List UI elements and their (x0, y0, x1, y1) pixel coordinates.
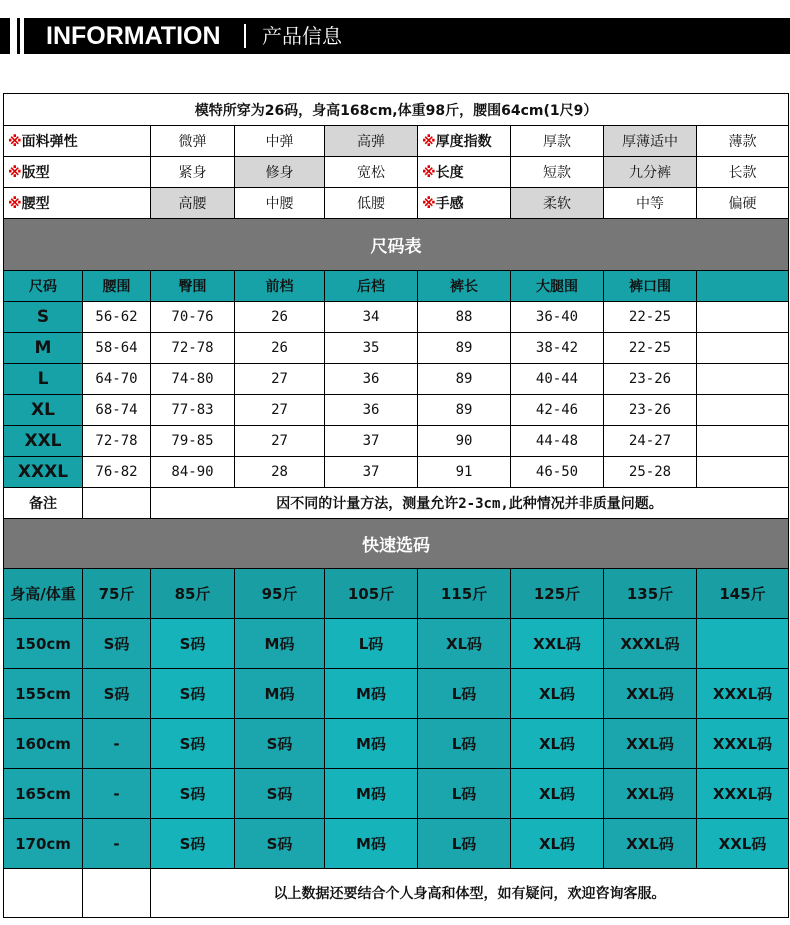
quick-corner: 身高/体重 (4, 569, 83, 619)
size-value: 25-28 (604, 457, 697, 488)
weight-header: 135斤 (604, 569, 697, 619)
note-spacer (83, 488, 151, 519)
quick-size-cell: M码 (325, 769, 418, 819)
note-row (4, 488, 789, 519)
quick-size-cell: S码 (83, 669, 151, 719)
weight-header: 85斤 (151, 569, 235, 619)
size-value: 35 (325, 333, 418, 364)
size-value: 79-85 (151, 426, 235, 457)
size-header-cell: 大腿围 (511, 271, 604, 302)
quick-size-cell: XXL码 (604, 669, 697, 719)
quick-row (4, 619, 789, 669)
size-value: 88 (418, 302, 511, 333)
size-value: 89 (418, 395, 511, 426)
quick-size-cell: S码 (151, 819, 235, 869)
product-info-table (3, 93, 789, 918)
size-value: 36 (325, 364, 418, 395)
attribute-row (4, 188, 789, 219)
size-value (697, 426, 789, 457)
size-label: L (4, 364, 83, 395)
quick-size-cell: XL码 (418, 619, 511, 669)
height-label: 170cm (4, 819, 83, 869)
size-header-cell: 后档 (325, 271, 418, 302)
quick-size-cell: XXL码 (511, 619, 604, 669)
weight-header: 115斤 (418, 569, 511, 619)
size-header-cell: 前档 (235, 271, 325, 302)
quick-size-cell: M码 (325, 819, 418, 869)
attribute-option: 修身 (235, 157, 325, 188)
size-value: 74-80 (151, 364, 235, 395)
quick-size-cell (697, 619, 789, 669)
size-value: 84-90 (151, 457, 235, 488)
size-value: 40-44 (511, 364, 604, 395)
quick-size-cell: XXL码 (604, 719, 697, 769)
quick-header-row (4, 569, 789, 619)
quick-size-cell: L码 (418, 719, 511, 769)
size-value (697, 395, 789, 426)
size-value: 27 (235, 364, 325, 395)
attribute-option: 薄款 (697, 126, 789, 157)
header-title-cn: 产品信息 (262, 24, 342, 48)
size-value: 38-42 (511, 333, 604, 364)
quick-size-cell: S码 (235, 719, 325, 769)
quick-row (4, 819, 789, 869)
size-value: 24-27 (604, 426, 697, 457)
weight-header: 125斤 (511, 569, 604, 619)
banner-stripe (10, 18, 17, 54)
attribute-label (4, 157, 151, 188)
height-label: 160cm (4, 719, 83, 769)
quick-row (4, 669, 789, 719)
mark-icon: ※ (8, 196, 22, 212)
size-value: 22-25 (604, 302, 697, 333)
size-label: M (4, 333, 83, 364)
size-value: 42-46 (511, 395, 604, 426)
size-value: 64-70 (83, 364, 151, 395)
size-header-cell (697, 271, 789, 302)
quick-size-cell: XXL码 (697, 819, 789, 869)
quick-size-cell: L码 (325, 619, 418, 669)
size-value: 26 (235, 302, 325, 333)
attribute-label (418, 188, 511, 219)
size-value (697, 302, 789, 333)
mark-icon: ※ (8, 165, 22, 181)
size-value (697, 364, 789, 395)
attribute-row (4, 157, 789, 188)
size-label: XXL (4, 426, 83, 457)
weight-header: 145斤 (697, 569, 789, 619)
size-row (4, 426, 789, 457)
size-row (4, 395, 789, 426)
size-value (697, 457, 789, 488)
size-value: 37 (325, 426, 418, 457)
quick-size-cell: XL码 (511, 769, 604, 819)
attribute-option: 中腰 (235, 188, 325, 219)
size-header-row (4, 271, 789, 302)
size-value: 72-78 (83, 426, 151, 457)
size-header-cell: 裤长 (418, 271, 511, 302)
quick-size-cell: - (83, 769, 151, 819)
attribute-option: 厚薄适中 (604, 126, 697, 157)
height-label: 165cm (4, 769, 83, 819)
size-row (4, 457, 789, 488)
weight-header: 75斤 (83, 569, 151, 619)
size-value: 28 (235, 457, 325, 488)
model-info-row (4, 94, 789, 126)
quick-row (4, 719, 789, 769)
note-text: 因不同的计量方法，测量允许2-3cm,此种情况并非质量问题。 (151, 488, 789, 519)
size-value: 89 (418, 333, 511, 364)
header-title-en: INFORMATION (46, 22, 221, 50)
weight-header: 105斤 (325, 569, 418, 619)
attribute-option: 低腰 (325, 188, 418, 219)
size-value: 70-76 (151, 302, 235, 333)
attribute-label-text: 厚度指数 (435, 134, 492, 150)
size-value (697, 333, 789, 364)
quick-select-title: 快速选码 (4, 519, 789, 569)
mark-icon: ※ (422, 196, 436, 212)
quick-size-cell: S码 (151, 619, 235, 669)
size-header-cell: 尺码 (4, 271, 83, 302)
attribute-label (418, 126, 511, 157)
size-header-cell: 臀围 (151, 271, 235, 302)
size-value: 23-26 (604, 364, 697, 395)
attribute-option: 厚款 (511, 126, 604, 157)
footer-text: 以上数据还要结合个人身高和体型，如有疑问，欢迎咨询客服。 (151, 869, 789, 918)
size-row (4, 364, 789, 395)
quick-row (4, 769, 789, 819)
attribute-label-text: 手感 (435, 196, 464, 212)
attribute-label-text: 版型 (21, 165, 50, 181)
size-value: 91 (418, 457, 511, 488)
size-label: XXXL (4, 457, 83, 488)
size-value: 46-50 (511, 457, 604, 488)
attribute-option: 微弹 (151, 126, 235, 157)
attribute-option: 偏硬 (697, 188, 789, 219)
attribute-option: 短款 (511, 157, 604, 188)
quick-size-cell: XXL码 (604, 769, 697, 819)
header-divider (244, 24, 246, 48)
attribute-option: 中等 (604, 188, 697, 219)
size-value: 76-82 (83, 457, 151, 488)
quick-size-cell: XXL码 (604, 819, 697, 869)
quick-size-cell: S码 (235, 769, 325, 819)
size-value: 27 (235, 426, 325, 457)
size-value: 44-48 (511, 426, 604, 457)
attribute-option: 长款 (697, 157, 789, 188)
size-value: 89 (418, 364, 511, 395)
quick-size-cell: - (83, 819, 151, 869)
size-chart-title: 尺码表 (4, 219, 789, 271)
quick-select-band (4, 519, 789, 569)
size-label: XL (4, 395, 83, 426)
quick-size-cell: M码 (325, 669, 418, 719)
quick-size-cell: L码 (418, 769, 511, 819)
attribute-option: 高腰 (151, 188, 235, 219)
attribute-option: 柔软 (511, 188, 604, 219)
quick-size-cell: XL码 (511, 819, 604, 869)
quick-size-cell: XXXL码 (697, 719, 789, 769)
size-value: 72-78 (151, 333, 235, 364)
size-header-cell: 腰围 (83, 271, 151, 302)
size-value: 58-64 (83, 333, 151, 364)
attribute-label (4, 126, 151, 157)
attribute-option: 九分裤 (604, 157, 697, 188)
size-row (4, 302, 789, 333)
quick-size-cell: S码 (151, 719, 235, 769)
model-info: 模特所穿为26码，身高168cm,体重98斤，腰围64cm(1尺9） (4, 94, 789, 126)
size-value: 37 (325, 457, 418, 488)
note-label: 备注 (4, 488, 83, 519)
weight-header: 95斤 (235, 569, 325, 619)
footer-spacer (4, 869, 83, 918)
quick-size-cell: L码 (418, 819, 511, 869)
quick-size-cell: M码 (235, 619, 325, 669)
size-value: 90 (418, 426, 511, 457)
attribute-label (418, 157, 511, 188)
quick-size-cell: XXXL码 (604, 619, 697, 669)
size-label: S (4, 302, 83, 333)
mark-icon: ※ (8, 134, 22, 150)
size-chart-band (4, 219, 789, 271)
quick-size-cell: XL码 (511, 669, 604, 719)
attribute-label-text: 腰型 (21, 196, 50, 212)
attribute-label (4, 188, 151, 219)
quick-size-cell: M码 (235, 669, 325, 719)
size-value: 77-83 (151, 395, 235, 426)
quick-size-cell: L码 (418, 669, 511, 719)
attribute-option: 紧身 (151, 157, 235, 188)
size-value: 23-26 (604, 395, 697, 426)
size-row (4, 333, 789, 364)
quick-size-cell: XXXL码 (697, 669, 789, 719)
height-label: 150cm (4, 619, 83, 669)
footer-row (4, 869, 789, 918)
size-value: 56-62 (83, 302, 151, 333)
quick-size-cell: S码 (83, 619, 151, 669)
size-value: 68-74 (83, 395, 151, 426)
size-value: 36-40 (511, 302, 604, 333)
size-value: 26 (235, 333, 325, 364)
quick-size-cell: XXXL码 (697, 769, 789, 819)
size-value: 22-25 (604, 333, 697, 364)
mark-icon: ※ (422, 134, 436, 150)
quick-size-cell: S码 (235, 819, 325, 869)
attribute-option: 高弹 (325, 126, 418, 157)
size-header-cell: 裤口围 (604, 271, 697, 302)
height-label: 155cm (4, 669, 83, 719)
size-value: 27 (235, 395, 325, 426)
attribute-option: 中弹 (235, 126, 325, 157)
attribute-label-text: 面料弹性 (21, 134, 78, 150)
header-banner (0, 18, 790, 54)
mark-icon: ※ (422, 165, 436, 181)
banner-stripe (20, 18, 24, 54)
quick-size-cell: S码 (151, 769, 235, 819)
attribute-row (4, 126, 789, 157)
attribute-option: 宽松 (325, 157, 418, 188)
footer-spacer (83, 869, 151, 918)
attribute-label-text: 长度 (435, 165, 464, 181)
size-value: 34 (325, 302, 418, 333)
quick-size-cell: XL码 (511, 719, 604, 769)
quick-size-cell: - (83, 719, 151, 769)
quick-size-cell: M码 (325, 719, 418, 769)
size-value: 36 (325, 395, 418, 426)
quick-size-cell: S码 (151, 669, 235, 719)
